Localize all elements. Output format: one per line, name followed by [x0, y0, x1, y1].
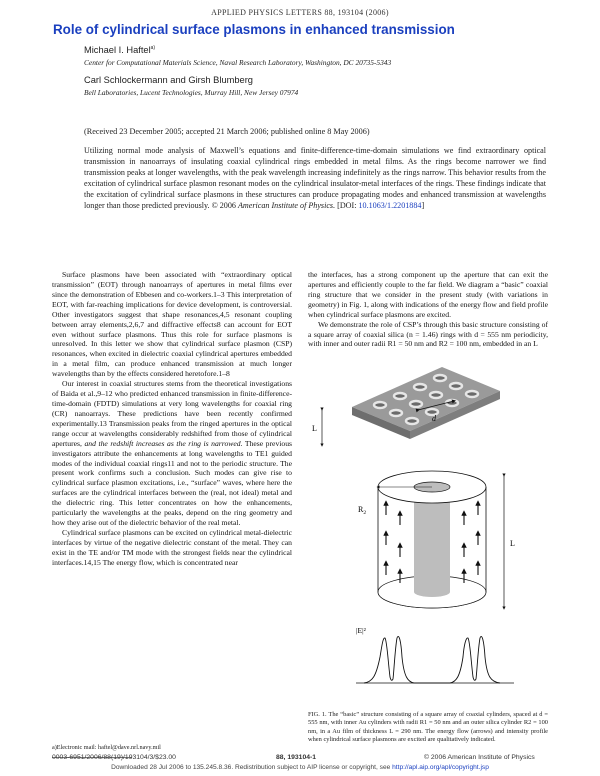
copyright-link[interactable]: http://apl.aip.org/apl/copyright.jsp: [392, 764, 489, 771]
col1-paragraph-2: [52, 379, 292, 528]
col2-paragraph-1: the interfaces, has a strong component up the aperture that can exit the apertures and efficiently couple to the far field. We diagram a “basic” coaxial ring structure that we consider in the present study (with variations in geometry) in Fig. 1, along with indications of the energy flow and field profile when cylindrical surface plasmons are excited.: [308, 270, 548, 319]
label-E: |E|²: [356, 626, 366, 635]
author-1-affiliation: Center for Computational Materials Science, Naval Research Laboratory, Washington, DC 20735-5343: [84, 58, 392, 67]
received-dates: (Received 23 December 2005; accepted 21 March 2006; published online 8 May 2006): [84, 127, 370, 136]
footnote: a)Electronic mail: haftel@dave.nrl.navy.mil: [52, 744, 161, 751]
cylinder: [378, 471, 486, 608]
column-left: [52, 270, 292, 568]
footer-center: 88, 193104-1: [276, 754, 317, 761]
download-notice: [0, 764, 600, 771]
label-d: d: [432, 414, 436, 423]
col1-p2-c: These previous investigators attribute the enhancements at long wavelengths to TE1 guided modes of the individual coaxial rings11 and not to the periodic structure. The present work confirms such a conclusion. Such modes can give rise to cylindrical surface plasmon excitations, i.e., “surface” waves, where here the surfaces are the cylindrical interfaces between the (real, not ideal) metal and the dielectric ring. This letter concentrates on how the enhancements, particularly the wavelengths at the peaks, depend on the ring geometry and how they arise out of the dielectric behavior of the real metal.: [52, 438, 292, 528]
footer-left: 0003-6951/2006/88(19)/193104/3/$23.00: [52, 754, 176, 761]
journal-header: APPLIED PHYSICS LETTERS 88, 193104 (2006): [211, 8, 389, 17]
doi-prefix: [DOI:: [337, 201, 359, 211]
col1-p2-a: Our interest in coaxial structures stems from the theoretical investigations of Baida et al.,9–12 who predicted enhanced transmission in finite-difference-time-domain (FDTD) simulations at very long wavelengths for coaxial ring (CR) nanoarrays. These predictions have been recently confirmed experimentally.13 Transmission peaks from the ringed apertures in the optical range occur at wavelengths considerably redshifted from those of cylindrical apertures,: [52, 379, 292, 448]
author-1-mark: a): [150, 44, 156, 51]
intensity-curve: [364, 637, 500, 683]
article-title: Role of cylindrical surface plasmons in enhanced transmission: [53, 22, 455, 37]
abstract-text: Utilizing normal mode analysis of Maxwell’s equations and finite-difference-time-domain simulations we find extraordinary optical transmission in nanoarrays of insulating coaxial cylindrical rings embedded in metal films. As the rings become narrower we find transmission peaks at longer wavelengths, with the peak wavelength increasing indefinitely as the rings narrow. This behavior results from the excitation of cylindrical surface plasmon resonant modes on the cylindrical insulator-metal interfaces of the rings. These findings indicate that the excitation of cylindrical surface plasmons in these structures can produce propagating modes and enhanced transmission at wavelengths longer than those predicted previously. © 2006: [84, 146, 546, 211]
label-L-top: L: [312, 424, 317, 433]
label-R2: [358, 505, 366, 516]
doi-suffix: ]: [421, 201, 425, 211]
doi-link[interactable]: 10.1063/1.2201884: [358, 201, 422, 211]
column-right: [308, 270, 548, 349]
figure-1: [308, 365, 548, 705]
author-2-affiliation: Bell Laboratories, Lucent Technologies, Murray Hill, New Jersey 07974: [84, 88, 299, 97]
abstract: [84, 145, 546, 211]
label-R: R: [358, 505, 364, 514]
author-1-name: Michael I. Haftel: [84, 45, 151, 55]
col1-p2-italic: and the redshift increases as the ring is narrowed.: [84, 438, 243, 448]
col1-paragraph-1: Surface plasmons have been associated with “extraordinary optical transmission” (EOT) through nanoarrays of apertures in metal films ever since the demonstration of Ebbesen and co-workers.1–3 This interpretation of EOT, with far-reaching implications for device development, is controversial. Other investigators suggest that shape resonances,4,5 resonant coupling between array elements,2,6,7 and diffractive effects8 can account for EOT even without surface plasmons. Thus this role for surface plasmons is unresolved. In this letter we show that cylindrical surface plasmon (CSP) resonances, when excited in dielectric coaxial cylindrical apertures embedded in a metal film, can produce enhanced transmission at much longer wavelengths than by the effects considered heretofore.1–8: [52, 270, 292, 379]
col1-paragraph-3: Cylindrical surface plasmons can be excited on cylindrical metal-dielectric interfaces by virtue of the negative dielectric constant of the metal. They can exist in the TE and/or TM mode with the strongest fields near the cylindrical interfaces.14,15 The energy flow, which is concentrated near: [52, 527, 292, 567]
footer-right: © 2006 American Institute of Physics: [424, 754, 535, 761]
download-text: Downloaded 28 Jul 2006 to 135.245.8.36. Redistribution subject to AIP license or copyright, see: [111, 764, 393, 771]
col2-paragraph-2: We demonstrate the role of CSP’s through this basic structure consisting of a square array of coaxial silica (n = 1.46) rings with d = 555 nm periodicity, with inner and outer radii R1 = 50 nm and R2 = 100 nm, embedded in an L: [308, 319, 548, 349]
author-1: [84, 45, 155, 55]
figure-caption: FIG. 1. The “basic” structure consisting of a square array of coaxial cylinders, spaced at d = 555 nm, with inner Au cylinders with radii R1 = 50 nm and an outer silica cylinder R2 = 100 nm, in a Au film of thickness L = 290 nm. The energy flow (arrows) and intensity profile when cylindrical surface plasmons are excited are qualitatively indicated.: [308, 711, 548, 744]
label-R-sub: 2: [363, 510, 367, 516]
label-L-right: L: [510, 539, 515, 548]
abstract-aip: American Institute of Physics.: [237, 201, 336, 211]
author-2: Carl Schlockermann and Girsh Blumberg: [84, 75, 253, 85]
